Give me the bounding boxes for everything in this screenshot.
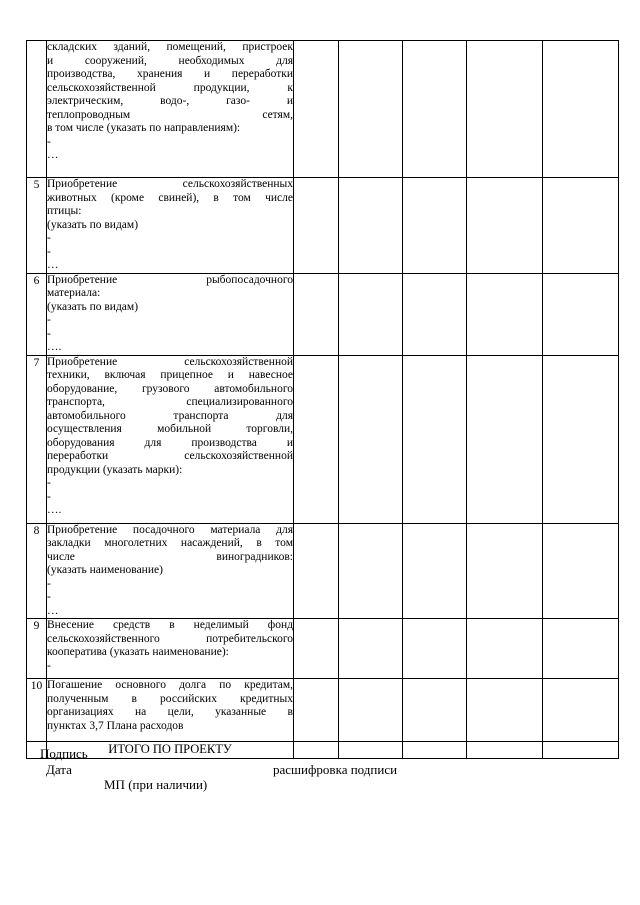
amount-cell[interactable]: [543, 273, 619, 355]
stamp-label: МП (при наличии): [104, 777, 208, 792]
table-row: [27, 273, 619, 355]
total-amount-cell[interactable]: [543, 742, 619, 759]
amount-cell[interactable]: [403, 178, 467, 274]
description-line: Приобретение посадочного материала для: [47, 523, 293, 536]
table-row: [27, 619, 619, 679]
row-description: [47, 523, 294, 619]
description-line: техники, включая прицепное и навесное: [47, 369, 293, 381]
description-line: складских зданий, помещений, пристроек: [47, 41, 293, 53]
amount-cell[interactable]: [403, 355, 467, 523]
total-label: ИТОГО ПО ПРОЕКТУ: [47, 742, 294, 759]
description-line: сельскохозяйственного потребительского: [47, 632, 293, 645]
description-line: в том числе (указать по направлениям):: [47, 122, 241, 134]
total-amount-cell[interactable]: [294, 742, 339, 759]
description-line: материала:: [47, 287, 101, 299]
amount-cell[interactable]: [403, 523, 467, 619]
table-row: [27, 41, 619, 178]
amount-cell[interactable]: [403, 41, 467, 178]
amount-cell[interactable]: [294, 273, 339, 355]
date-label: Дата: [46, 762, 72, 777]
entry-placeholder[interactable]: -: [47, 477, 51, 489]
amount-cell[interactable]: [467, 355, 543, 523]
amount-cell[interactable]: [294, 619, 339, 679]
description-line: переработки сельскохозяйственной: [47, 450, 293, 462]
description-line: числе виноградников:: [47, 550, 293, 563]
amount-cell[interactable]: [403, 679, 467, 742]
table-row: [27, 355, 619, 523]
amount-cell[interactable]: [339, 619, 403, 679]
row-description: [47, 41, 294, 178]
signature-line[interactable]: [93, 758, 219, 759]
amount-cell[interactable]: [294, 178, 339, 274]
description-line: оборудование, грузового автомобильного: [47, 382, 293, 395]
amount-cell[interactable]: [294, 679, 339, 742]
row-number: 8: [27, 523, 47, 619]
amount-cell[interactable]: [294, 41, 339, 178]
description-line: организациях на цели, указанные в: [47, 706, 293, 718]
row-number: 7: [27, 355, 47, 523]
row-number: 5: [27, 178, 47, 274]
row-number: 10: [27, 679, 47, 742]
entry-placeholder[interactable]: …: [47, 604, 59, 617]
signature-decode-line[interactable]: [234, 758, 337, 759]
table-row: [27, 679, 619, 742]
description-line: сельскохозяйственной продукции, к: [47, 81, 293, 94]
description-line: птицы:: [47, 205, 82, 217]
amount-cell[interactable]: [403, 619, 467, 679]
row-description: [47, 679, 294, 742]
description-line: Приобретение сельскохозяйственной: [47, 355, 293, 368]
description-line: оборудования для производства и: [47, 436, 293, 449]
entry-placeholder[interactable]: -: [47, 135, 51, 148]
amount-cell[interactable]: [339, 41, 403, 178]
signature-decode-label: расшифровка подписи: [273, 762, 398, 777]
entry-placeholder[interactable]: -: [47, 591, 51, 603]
signature-label: Подпись: [40, 746, 88, 761]
description-line: продукции (указать марки):: [47, 463, 183, 476]
description-line: полученным в российских кредитных: [47, 692, 293, 705]
amount-cell[interactable]: [467, 619, 543, 679]
description-line: пунктах 3,7 Плана расходов: [47, 719, 184, 732]
amount-cell[interactable]: [294, 523, 339, 619]
row-description: [47, 355, 294, 523]
amount-cell[interactable]: [543, 679, 619, 742]
entry-placeholder[interactable]: -: [47, 490, 51, 503]
table-row: [27, 178, 619, 274]
amount-cell[interactable]: [339, 679, 403, 742]
total-amount-cell[interactable]: [339, 742, 403, 759]
description-line: Приобретение рыбопосадочного: [47, 273, 293, 286]
row-description: [47, 619, 294, 679]
entry-placeholder[interactable]: -: [47, 232, 51, 244]
description-line: кооператива (указать наименование):: [47, 646, 229, 658]
description-line: осуществления мобильной торговли,: [47, 423, 293, 435]
amount-cell[interactable]: [467, 178, 543, 274]
row-number: 6: [27, 273, 47, 355]
total-amount-cell[interactable]: [403, 742, 467, 759]
description-line: закладки многолетних насаждений, в том: [47, 537, 293, 549]
amount-cell[interactable]: [339, 523, 403, 619]
row-number: 9: [27, 619, 47, 679]
total-amount-cell[interactable]: [467, 742, 543, 759]
description-line: животных (кроме свиней), в том числе: [47, 191, 293, 204]
amount-cell[interactable]: [339, 355, 403, 523]
description-line: электрическим, водо-, газо- и: [47, 95, 293, 107]
amount-cell[interactable]: [543, 523, 619, 619]
description-line: теплопроводным сетям,: [47, 108, 293, 121]
description-line: автомобильного транспорта для: [47, 409, 293, 422]
table-row: [27, 523, 619, 619]
amount-cell[interactable]: [467, 679, 543, 742]
row-number: [27, 41, 47, 178]
description-line: (указать по видам): [47, 300, 139, 313]
row-description: [47, 178, 294, 274]
amount-cell[interactable]: [543, 619, 619, 679]
entry-placeholder[interactable]: …: [47, 259, 59, 271]
entry-placeholder[interactable]: -: [47, 327, 51, 340]
amount-cell[interactable]: [467, 273, 543, 355]
amount-cell[interactable]: [403, 273, 467, 355]
description-line: Внесение средств в неделимый фонд: [47, 619, 293, 631]
description-line: Приобретение сельскохозяйственных: [47, 178, 293, 190]
description-line: производства, хранения и переработки: [47, 68, 293, 80]
entry-placeholder[interactable]: ….: [47, 504, 62, 516]
row-description: [47, 273, 294, 355]
entry-placeholder[interactable]: -: [47, 659, 51, 672]
entry-placeholder[interactable]: -: [47, 245, 51, 258]
description-line: и сооружений, необходимых для: [47, 54, 293, 67]
expense-plan-table: [26, 40, 619, 759]
amount-cell[interactable]: [339, 273, 403, 355]
amount-cell[interactable]: [467, 523, 543, 619]
amount-cell[interactable]: [543, 178, 619, 274]
entry-placeholder[interactable]: -: [47, 577, 51, 590]
description-line: (указать наименование): [47, 564, 163, 576]
description-line: Погашение основного долга по кредитам,: [47, 679, 293, 691]
total-row: [27, 742, 619, 759]
entry-placeholder[interactable]: …: [47, 149, 59, 161]
description-line: транспорта, специализированного: [47, 396, 293, 408]
entry-placeholder[interactable]: ….: [47, 341, 62, 353]
amount-cell[interactable]: [543, 355, 619, 523]
amount-cell[interactable]: [543, 41, 619, 178]
amount-cell[interactable]: [467, 41, 543, 178]
amount-cell[interactable]: [339, 178, 403, 274]
amount-cell[interactable]: [294, 355, 339, 523]
description-line: (указать по видам): [47, 218, 139, 231]
entry-placeholder[interactable]: -: [47, 314, 51, 326]
